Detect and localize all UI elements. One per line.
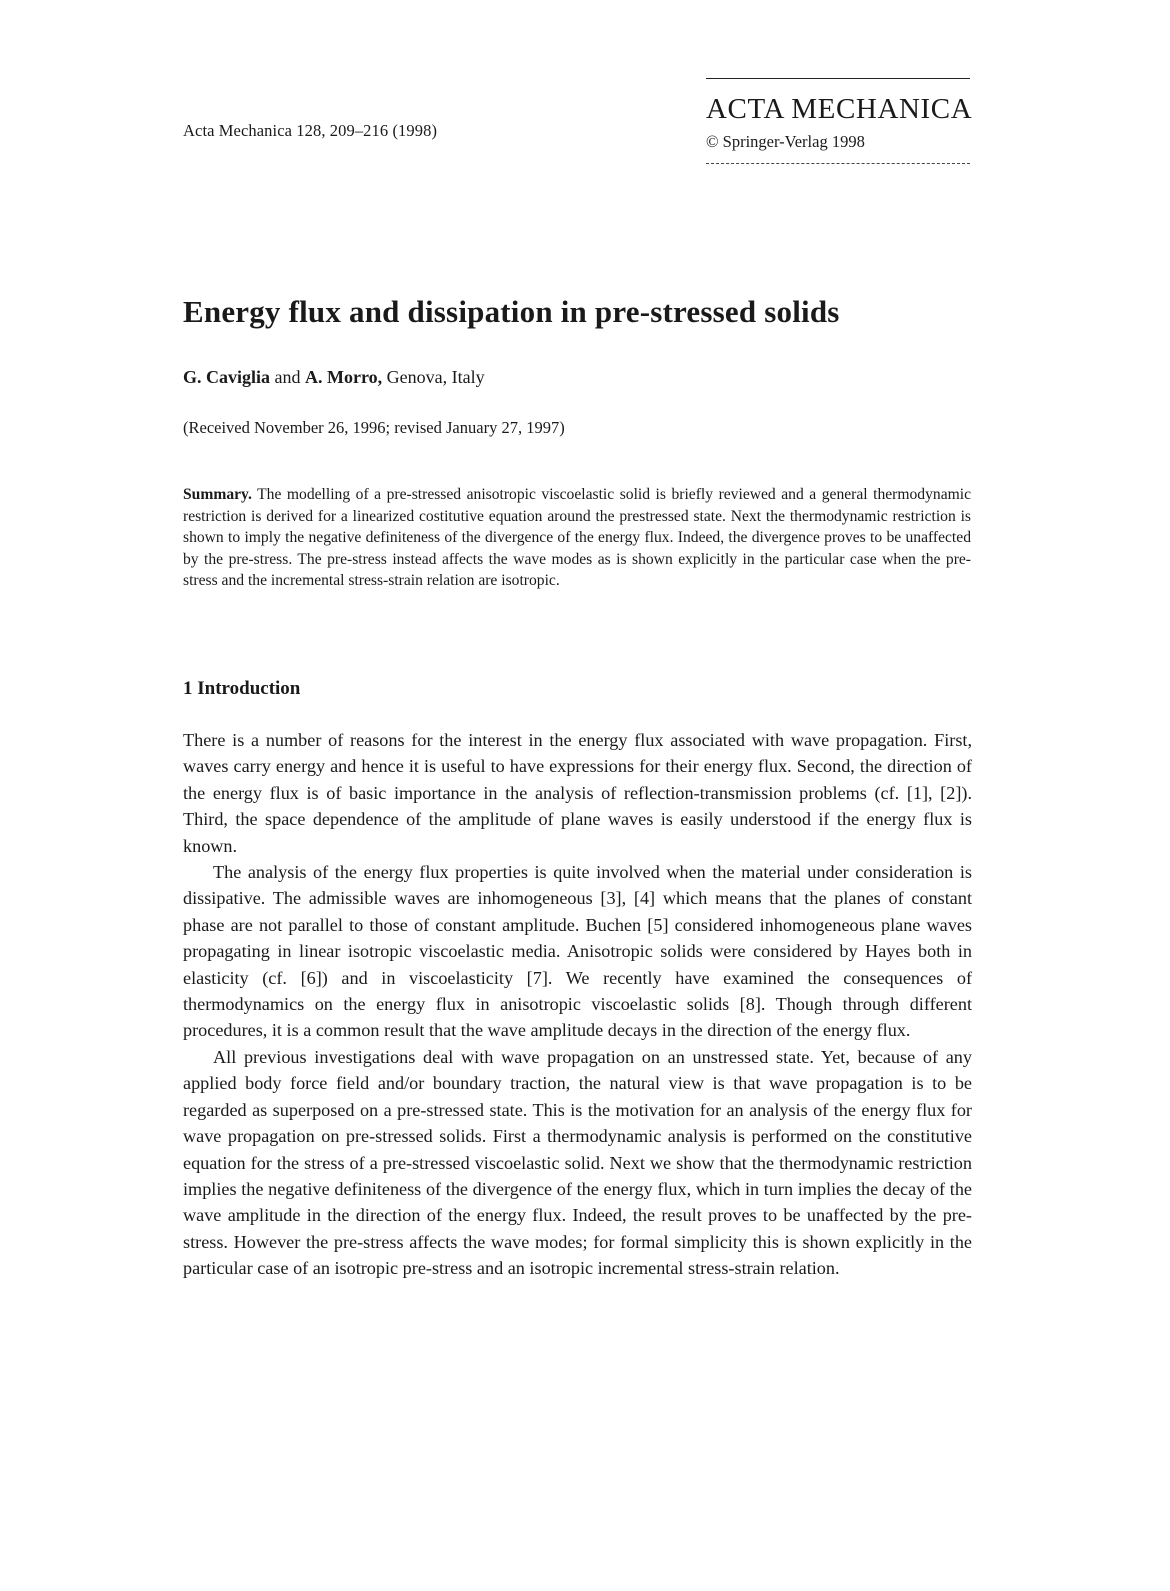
introduction-body xyxy=(183,727,972,1282)
author-line xyxy=(183,367,485,388)
journal-masthead xyxy=(706,78,973,164)
journal-citation: Acta Mechanica 128, 209–216 (1998) xyxy=(183,121,438,140)
received-dates: (Received November 26, 1996; revised January 27, 1997) xyxy=(183,418,565,437)
author-name-2: A. Morro, xyxy=(305,367,383,387)
paragraph: All previous investigations deal with wave propagation on an unstressed state. Yet, because of any applied body force field and/or boundary traction, the natural view is that wave propagation is to be regarded as superposed on a pre-stressed state. This is the motivation for an analysis of the energy flux for wave propagation on pre-stressed solids. First a thermodynamic analysis is performed on the constitutive equation for the stress of a pre-stressed viscoelastic solid. Next we show that the thermodynamic restriction implies the negative definiteness of the divergence of the energy flux, which in turn implies the decay of the wave amplitude in the direction of the energy flux. Indeed, the result proves to be unaffected by the pre-stress. However the pre-stress affects the wave modes; for formal simplicity this is shown explicitly in the particular case of an isotropic pre-stress and an isotropic incremental stress-strain relation. xyxy=(183,1046,972,1279)
paragraph: There is a number of reasons for the interest in the energy flux associated with wave propagation. First, waves carry energy and hence it is useful to have expressions for their energy flux. Second, the direction of the energy flux is of basic importance in the analysis of reflection-transmission problems (cf. [1], [2]). Third, the space dependence of the amplitude of plane waves is easily understood if the energy flux is known. xyxy=(183,730,972,856)
paragraph: The analysis of the energy flux properties is quite involved when the material under consideration is dissipative. The admissible waves are inhomogeneous [3], [4] which means that the planes of constant phase are not parallel to those of constant amplitude. Buchen [5] considered inhomogeneous plane waves propagating in linear isotropic viscoelastic media. Anisotropic solids were considered by Hayes both in elasticity (cf. [6]) and in viscoelasticity [7]. We recently have examined the consequences of thermodynamics on the energy flux in anisotropic viscoelastic solids [8]. Though through different procedures, it is a common result that the wave amplitude decays in the direction of the energy flux. xyxy=(183,862,972,1041)
section-heading-introduction: 1 Introduction xyxy=(183,678,301,699)
author-name-1: G. Caviglia xyxy=(183,367,271,387)
abstract-text: The modelling of a pre-stressed anisotropic viscoelastic solid is briefly reviewed and a general thermodynamic restriction is derived for a linearized costitutive equation around the prestressed state. Next the thermodynamic restriction is shown to imply the negative definiteness of the divergence of the energy flux. Indeed, the divergence proves to be unaffected by the pre-stress. The pre-stress instead affects the wave modes as is shown explicitly in the particular case when the pre-stress and the incremental stress-strain relation are isotropic. xyxy=(183,486,971,590)
abstract-label: Summary. xyxy=(183,486,252,503)
abstract xyxy=(183,484,971,592)
masthead-top-rule xyxy=(706,78,970,79)
paper-title: Energy flux and dissipation in pre-stressed solids xyxy=(183,294,840,329)
author-connector: and xyxy=(270,367,306,387)
journal-name: ACTA MECHANICA xyxy=(706,93,973,125)
author-affiliation: Genova, Italy xyxy=(382,367,485,387)
masthead-bottom-rule xyxy=(706,163,970,164)
publisher-copyright: © Springer-Verlag 1998 xyxy=(706,132,865,151)
